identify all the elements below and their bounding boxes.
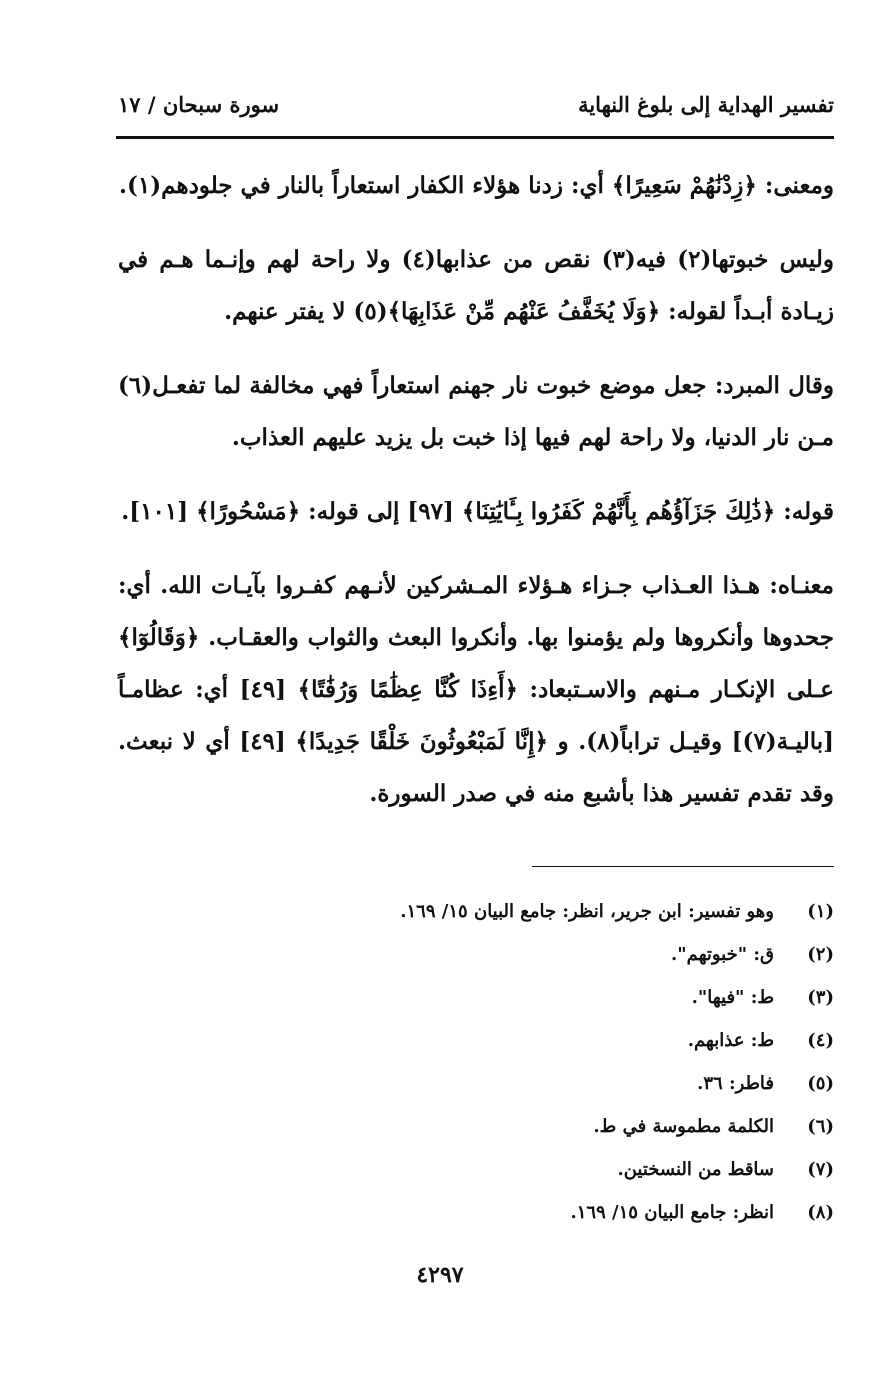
footnote-number: (٦) bbox=[807, 1116, 834, 1137]
footnote-text: وهو تفسير: ابن جرير، انظر: جامع البيان ١٥/ ١٦٩. bbox=[400, 901, 774, 922]
footnote-number: (٤) bbox=[807, 1030, 834, 1051]
paragraph: وليس خبوتها(٢) فيه(٣) نقص من عذابها(٤) ولا راحة لهم وإنـما هـم في زيـادة أبـداً لقوله: ﴿وَلَا يُخَفَّفُ عَنْهُم مِّنْ عَذَابِهَا﴾(٥) لا يفتر عنهم. bbox=[118, 246, 834, 325]
footnote bbox=[300, 933, 834, 976]
footnote-text: ط: "فيها". bbox=[691, 987, 774, 1008]
footnote-text: فاطر: ٣٦. bbox=[697, 1073, 774, 1094]
footnote-text: الكلمة مطموسة في ط. bbox=[593, 1116, 774, 1137]
main-text bbox=[118, 160, 834, 832]
footnote-text: انظر: جامع البيان ١٥/ ١٦٩. bbox=[570, 1202, 774, 1223]
footnote bbox=[300, 976, 834, 1019]
footnotes bbox=[300, 890, 834, 1234]
paragraph: وقال المبرد: جعل موضع خبوت نار جهنم استعاراً فهي مخالفة لما تفعـل(٦) مـن نار الدنيا، ولا راحة لهم فيها إذا خبت بل يزيد عليهم العذاب. bbox=[118, 372, 834, 451]
footnote-number: (٨) bbox=[807, 1202, 834, 1223]
footnote-number: (٧) bbox=[807, 1159, 834, 1180]
footnote-text: ساقط من النسختين. bbox=[617, 1159, 774, 1180]
running-header bbox=[118, 92, 834, 126]
footnote bbox=[300, 1019, 834, 1062]
header-divider bbox=[116, 136, 834, 139]
footnote-number: (٣) bbox=[807, 987, 834, 1008]
paragraph: قوله: ﴿ذَٰلِكَ جَزَآؤُهُم بِأَنَّهُمْ كَفَرُوا بِـَٔايَٰتِنَا﴾ [٩٧] إلى قوله: ﴿مَسْحُورًا﴾ [١٠١]. bbox=[121, 498, 834, 525]
footnote-divider bbox=[532, 866, 834, 867]
footnote-number: (٥) bbox=[807, 1073, 834, 1094]
footnote-number: (١) bbox=[807, 901, 834, 922]
book-title: تفسير الهداية إلى بلوغ النهاية bbox=[578, 92, 834, 117]
footnote bbox=[300, 1148, 834, 1191]
paragraph: معنـاه: هـذا العـذاب جـزاء هـؤلاء المـشركين لأنـهم كفـروا بآيـات الله. أي: جحدوها وأنكروها ولم يؤمنوا بها. وأنكروا البعث والثواب والعقـاب. ﴿وَقَالُوٓا﴾ عـلى الإنكـار مـنهم والاسـتبعاد: ﴿أَءِذَا كُنَّا عِظَٰمًا وَرُفَٰتًا﴾ [٤٩] أي: عظامـاً [باليـة(٧)] وقيـل تراباً(٨). و ﴿إِنَّا لَمَبْعُوثُونَ خَلْقًا جَدِيدًا﴾ [٤٩] أي لا نبعث. وقد تقدم تفسير هذا بأشبع منه في صدر السورة. bbox=[118, 572, 834, 807]
footnote bbox=[300, 1191, 834, 1234]
footnote-text: ط: عذابهم. bbox=[687, 1030, 774, 1051]
footnote bbox=[300, 1105, 834, 1148]
footnote bbox=[300, 890, 834, 933]
footnote bbox=[300, 1062, 834, 1105]
footnote-text: ق: "خبوتهم". bbox=[670, 944, 774, 965]
footnote-number: (٢) bbox=[807, 944, 834, 965]
paragraph: ومعنى: ﴿زِدْنَٰهُمْ سَعِيرًا﴾ أي: زدنا هؤلاء الكفار استعاراً بالنار في جلودهم(١). bbox=[119, 172, 834, 199]
page-number: ٤٢٩٧ bbox=[416, 1262, 464, 1288]
surah-page-label: سورة سبحان / ١٧ bbox=[118, 92, 280, 117]
